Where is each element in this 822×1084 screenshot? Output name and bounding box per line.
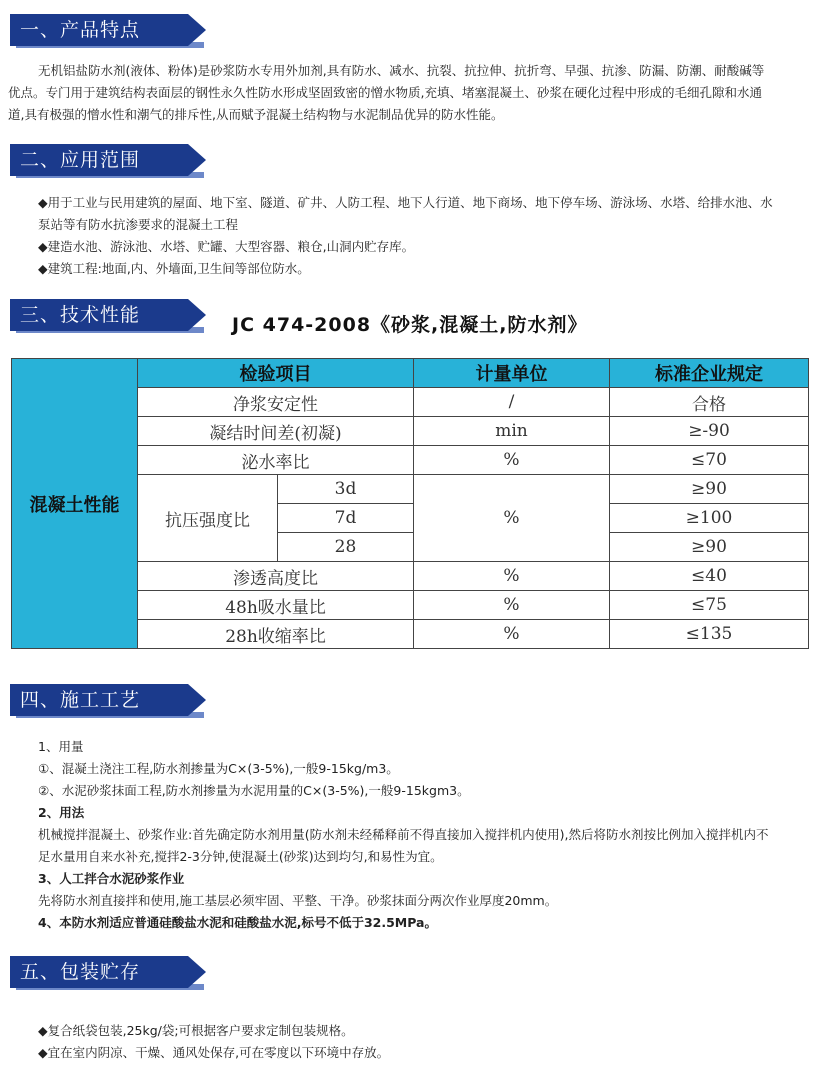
section-header-storage xyxy=(10,956,206,988)
application-item-cont: 泵站等有防水抗渗要求的混凝土工程 xyxy=(38,217,239,232)
table-row: 48h吸水量比 % ≤75 xyxy=(12,591,809,620)
table-row: 凝结时间差(初凝) min ≥-90 xyxy=(12,417,809,446)
table-row: 净浆安定性 / 合格 xyxy=(12,388,809,417)
process-text: 先将防水剂直接拌和使用,施工基层必须牢固、平整、干净。砂浆抹面分两次作业厚度20mm。 xyxy=(38,893,558,908)
features-paragraph: 无机铝盐防水剂(液体、粉体)是砂浆防水专用外加剂,具有防水、减水、抗裂、抗拉伸、抗折弯、早强、抗渗、防漏、防潮、耐酸碱等 优点。专门用于建筑结构表面层的钢性永久性防水形成坚固致密的憎水物质,充填、堵塞混凝土、砂浆在硬化过程中形成的毛细孔隙和水通 道,具有极强的憎水性和潮气的排斥性,从而赋予混凝土结构物与水泥制品优异的防水性能。 xyxy=(8,63,765,122)
storage-item: ◆宜在室内阴凉、干燥、通风处保存,可在零度以下环境中存放。 xyxy=(38,1045,390,1060)
process-heading: 4、本防水剂适应普通硅酸盐水泥和硅酸盐水泥,标号不低于32.5MPa。 xyxy=(38,915,437,930)
table-header-row xyxy=(12,359,809,388)
section-header-applications xyxy=(10,144,206,176)
process-text: 足水量用自来水补充,搅拌2-3分钟,使混凝土(砂浆)达到均匀,和易性为宜。 xyxy=(38,849,443,864)
process-heading: 2、用法 xyxy=(38,805,85,820)
header-unit: 计量单位 xyxy=(414,359,610,388)
table-row: 7d ≥100 xyxy=(12,504,809,533)
table-row: 渗透高度比 % ≤40 xyxy=(12,562,809,591)
process-text: ②、水泥砂浆抹面工程,防水剂掺量为水泥用量的C×(3-5%),一般9-15kgm3。 xyxy=(38,783,470,798)
header-item: 检验项目 xyxy=(138,359,414,388)
application-item: ◆建筑工程:地面,内、外墙面,卫生间等部位防水。 xyxy=(38,261,310,276)
process-text: 机械搅拌混凝土、砂浆作业:首先确定防水剂用量(防水剂未经稀释前不得直接加入搅拌机内使用),然后将防水剂按比例加入搅拌机内不 xyxy=(38,827,769,842)
table-row: 抗压强度比 3d % ≥90 xyxy=(12,475,809,504)
header-value: 标准企业规定 xyxy=(610,359,809,388)
process-heading: 1、用量 xyxy=(38,739,84,754)
section-header-features xyxy=(10,14,206,46)
section-title: 一、产品特点 xyxy=(20,19,141,41)
performance-table xyxy=(11,358,809,649)
process-heading: 3、人工拌合水泥砂浆作业 xyxy=(38,871,185,886)
section-header-performance xyxy=(10,299,206,331)
side-label: 混凝土性能 xyxy=(12,359,138,649)
table-row: 泌水率比 % ≤70 xyxy=(12,446,809,475)
table-row: 28 ≥90 xyxy=(12,533,809,562)
section-title: 四、施工工艺 xyxy=(20,689,141,711)
storage-item: ◆复合纸袋包装,25kg/袋;可根据客户要求定制包装规格。 xyxy=(38,1023,354,1038)
section-title: 二、应用范围 xyxy=(20,149,141,171)
section-header-process xyxy=(10,684,206,716)
section-title: 五、包装贮存 xyxy=(20,961,141,983)
application-item: ◆用于工业与民用建筑的屋面、地下室、隧道、矿井、人防工程、地下人行道、地下商场、地下停车场、游泳场、水塔、给排水池、水 xyxy=(38,195,773,210)
application-item: ◆建造水池、游泳池、水塔、贮罐、大型容器、粮仓,山洞内贮存库。 xyxy=(38,239,415,254)
process-text: ①、混凝土浇注工程,防水剂掺量为C×(3-5%),一般9-15kg/m3。 xyxy=(38,761,399,776)
standard-title: JC 474-2008《砂浆,混凝土,防水剂》 xyxy=(232,314,588,336)
table-row: 28h收缩率比 % ≤135 xyxy=(12,620,809,649)
section-title: 三、技术性能 xyxy=(20,304,141,326)
strength-label: 抗压强度比 xyxy=(138,475,278,562)
